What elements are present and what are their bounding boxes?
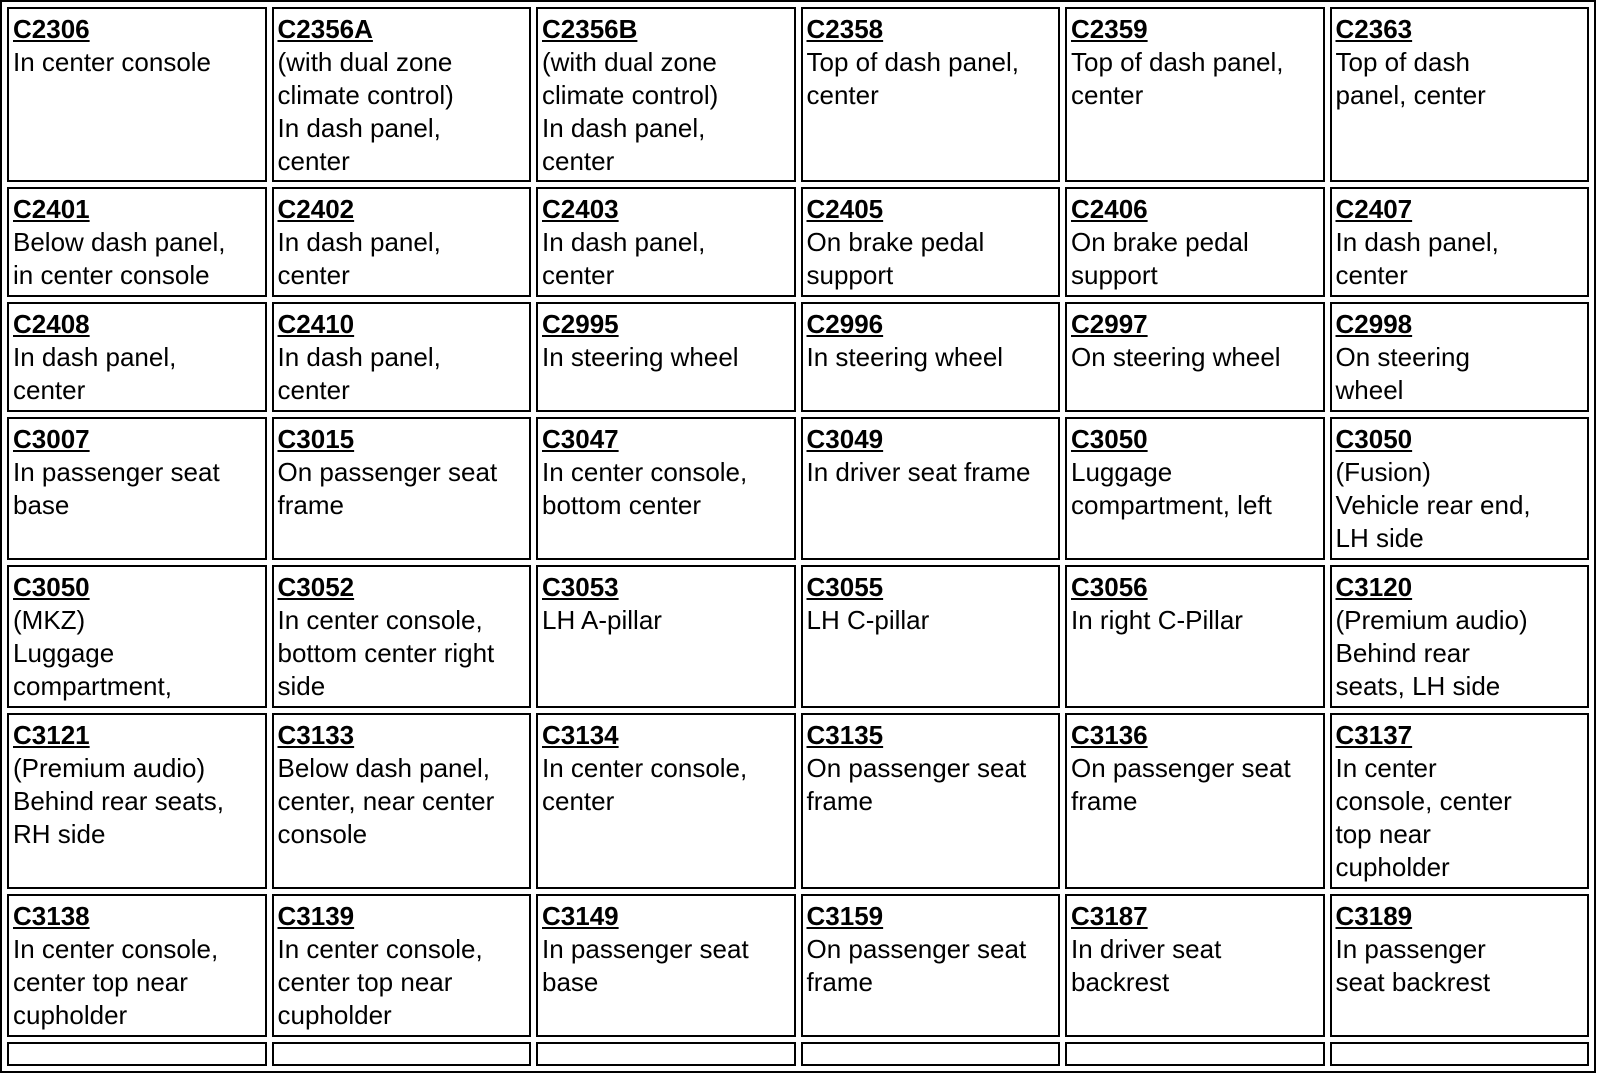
connector-cell	[1065, 417, 1325, 560]
connector-code: C2358	[806, 14, 884, 44]
connector-code: C3047	[542, 424, 619, 454]
connector-location-line: center top near	[277, 967, 453, 997]
connector-location-line: center	[1335, 260, 1408, 290]
connector-code: C3138	[13, 901, 90, 931]
connector-location-line: console, center	[1335, 786, 1512, 816]
connector-location-line: LH C-pillar	[806, 605, 930, 635]
connector-location-line: console	[277, 819, 368, 849]
connector-code: C3187	[1071, 901, 1148, 931]
connector-cell	[7, 417, 267, 560]
connector-cell	[272, 187, 532, 297]
table-row	[7, 7, 1589, 182]
connector-location-line: RH side	[13, 819, 106, 849]
connector-location-line: center	[542, 260, 615, 290]
connector-cell	[1065, 713, 1325, 889]
connector-code: C2356A	[277, 14, 373, 44]
connector-location-line: compartment, left	[1071, 490, 1272, 520]
connector-location-line: seat backrest	[1335, 967, 1491, 997]
connector-location-line: frame	[1071, 786, 1138, 816]
connector-cell	[1065, 7, 1325, 182]
connector-location-line: On brake pedal	[806, 227, 985, 257]
connector-location-line: On steering wheel	[1071, 342, 1281, 372]
connector-location-line: center	[1071, 80, 1144, 110]
connector-location-line: In dash panel,	[277, 342, 441, 372]
connector-location-line: On passenger seat	[806, 753, 1027, 783]
connector-location-line: center	[277, 260, 350, 290]
connector-location-line: center top near	[13, 967, 188, 997]
connector-code: C2997	[1071, 309, 1148, 339]
connector-location-line: In dash panel,	[1335, 227, 1499, 257]
connector-location-line: On passenger seat	[277, 457, 498, 487]
connector-code: C2403	[542, 194, 619, 224]
connector-code: C2410	[277, 309, 355, 339]
connector-code: C3139	[277, 901, 355, 931]
connector-location-line: bottom center	[542, 490, 701, 520]
connector-code: C3159	[806, 901, 884, 931]
connector-cell	[801, 7, 1061, 182]
connector-location-line: In center console,	[277, 605, 483, 635]
connector-cell	[536, 713, 796, 889]
connector-location-line: In driver seat	[1071, 934, 1222, 964]
connector-code: C3136	[1071, 720, 1148, 750]
connector-location-line: In passenger	[1335, 934, 1486, 964]
connector-location-line: LH side	[1335, 523, 1424, 553]
connector-location-line: Luggage	[13, 638, 115, 668]
connector-location-line: climate control)	[542, 80, 719, 110]
connector-code: C3050	[1071, 424, 1148, 454]
connector-location-line: In passenger seat	[13, 457, 220, 487]
connector-cell	[536, 417, 796, 560]
connector-location-line: base	[13, 490, 70, 520]
connector-cell	[536, 894, 796, 1037]
connector-location-line: In steering wheel	[806, 342, 1004, 372]
table-row	[7, 187, 1589, 297]
connector-cell	[272, 713, 532, 889]
connector-location-line: backrest	[1071, 967, 1170, 997]
connector-location-line: support	[806, 260, 894, 290]
connector-location-line: frame	[277, 490, 344, 520]
connector-cell	[801, 417, 1061, 560]
connector-location-line: In center console,	[542, 753, 748, 783]
connector-cell	[801, 713, 1061, 889]
connector-code: C2356B	[542, 14, 638, 44]
connector-cell	[1330, 7, 1590, 182]
connector-location-line: climate control)	[277, 80, 454, 110]
connector-location-line: cupholder	[277, 1000, 392, 1030]
table-row	[7, 894, 1589, 1037]
connector-code: C3050	[1335, 424, 1413, 454]
connector-code: C2407	[1335, 194, 1413, 224]
connector-location-line: On brake pedal	[1071, 227, 1249, 257]
connector-code: C3121	[13, 720, 90, 750]
connector-cell	[1330, 565, 1590, 708]
connector-code: C3056	[1071, 572, 1148, 602]
connector-code: C3007	[13, 424, 90, 454]
connector-location-line: In center console,	[542, 457, 748, 487]
connector-cell	[272, 565, 532, 708]
connector-code: C3052	[277, 572, 355, 602]
connector-code: C3050	[13, 572, 90, 602]
connector-cell	[272, 302, 532, 412]
connector-cell	[1330, 302, 1590, 412]
connector-location-line: in center console	[13, 260, 210, 290]
connector-cell	[536, 565, 796, 708]
connector-location-line: Top of dash	[1335, 47, 1470, 77]
connector-location-line: On passenger seat	[1071, 753, 1291, 783]
connector-code: C2995	[542, 309, 619, 339]
connector-cell	[1065, 565, 1325, 708]
connector-location-line: Top of dash panel,	[806, 47, 1019, 77]
connector-code: C2359	[1071, 14, 1148, 44]
connector-location-line: Luggage	[1071, 457, 1173, 487]
connector-location-line: frame	[806, 967, 873, 997]
connector-code: C3189	[1335, 901, 1413, 931]
connector-code: C3049	[806, 424, 884, 454]
connector-location-line: Below dash panel,	[13, 227, 226, 257]
connector-location-line: (MKZ)	[13, 605, 86, 635]
connector-location-line: In dash panel,	[13, 342, 177, 372]
connector-cell	[536, 187, 796, 297]
connector-location-line: center	[542, 146, 615, 176]
connector-code: C3135	[806, 720, 884, 750]
connector-location-line: base	[542, 967, 599, 997]
connector-cell	[1330, 713, 1590, 889]
connector-location-line: (Fusion)	[1335, 457, 1431, 487]
connector-location-line: On steering	[1335, 342, 1470, 372]
connector-location-line: cupholder	[1335, 852, 1450, 882]
connector-location-line: In dash panel,	[542, 227, 706, 257]
connector-cell	[536, 302, 796, 412]
connector-location-line: frame	[806, 786, 873, 816]
connector-location-line: In passenger seat	[542, 934, 749, 964]
connector-location-line: center	[277, 375, 350, 405]
connector-cell	[272, 7, 532, 182]
connector-cell	[801, 565, 1061, 708]
connector-location-line: LH A-pillar	[542, 605, 662, 635]
connector-location-line: Top of dash panel,	[1071, 47, 1284, 77]
table-body	[7, 7, 1589, 1066]
connector-location-line: On passenger seat	[806, 934, 1027, 964]
connector-code: C2363	[1335, 14, 1413, 44]
connector-cell	[536, 7, 796, 182]
connector-cell	[1065, 302, 1325, 412]
connector-location-line: center	[806, 80, 879, 110]
table-row	[7, 302, 1589, 412]
connector-location-line: compartment,	[13, 671, 172, 701]
connector-location-line: center, near center	[277, 786, 495, 816]
connector-location-line: In right C-Pillar	[1071, 605, 1243, 635]
connector-location-line: In dash panel,	[277, 227, 441, 257]
connector-location-line: (with dual zone	[277, 47, 453, 77]
connector-code: C2405	[806, 194, 884, 224]
connector-location-line: In driver seat frame	[806, 457, 1031, 487]
connector-cell	[7, 565, 267, 708]
table-row	[7, 713, 1589, 889]
connector-location-line: cupholder	[13, 1000, 128, 1030]
connector-code: C2406	[1071, 194, 1148, 224]
connector-location-line: seats, LH side	[1335, 671, 1501, 701]
connector-location-line: In steering wheel	[542, 342, 739, 372]
connector-location-line: In dash panel,	[277, 113, 441, 143]
table-row	[7, 565, 1589, 708]
connector-code: C3137	[1335, 720, 1413, 750]
connector-code: C3055	[806, 572, 884, 602]
connector-code: C3053	[542, 572, 619, 602]
connector-cell	[1330, 187, 1590, 297]
connector-code: C3133	[277, 720, 355, 750]
connector-cell	[1065, 187, 1325, 297]
connector-location-line: wheel	[1335, 375, 1404, 405]
connector-cell	[272, 417, 532, 560]
connector-location-line: support	[1071, 260, 1158, 290]
connector-location-line: bottom center right	[277, 638, 495, 668]
connector-code: C2402	[277, 194, 355, 224]
connector-cell	[7, 7, 267, 182]
connector-cell	[801, 187, 1061, 297]
connector-code: C2998	[1335, 309, 1413, 339]
connector-location-line: panel, center	[1335, 80, 1486, 110]
connector-cell	[7, 187, 267, 297]
connector-cell	[7, 302, 267, 412]
connector-location-line: center	[277, 146, 350, 176]
connector-location-line: Vehicle rear end,	[1335, 490, 1531, 520]
connector-cell	[7, 894, 267, 1037]
connector-code: C3134	[542, 720, 619, 750]
connector-cell	[801, 302, 1061, 412]
table-row	[7, 417, 1589, 560]
connector-location-line: Behind rear	[1335, 638, 1470, 668]
connector-code: C2408	[13, 309, 90, 339]
connector-code: C2996	[806, 309, 884, 339]
connector-cell	[7, 713, 267, 889]
connector-cell	[1330, 894, 1590, 1037]
connector-location-line: center	[542, 786, 615, 816]
connector-location-line: Below dash panel,	[277, 753, 490, 783]
connector-cell	[272, 894, 532, 1037]
connector-code: C3120	[1335, 572, 1413, 602]
connector-cell	[801, 894, 1061, 1037]
connector-location-line: In center console,	[277, 934, 483, 964]
connector-location-line: Behind rear seats,	[13, 786, 225, 816]
connector-location-line: In center	[1335, 753, 1437, 783]
connector-code: C2401	[13, 194, 90, 224]
connector-location-line: center	[13, 375, 86, 405]
connector-location-line: In center console	[13, 47, 212, 77]
connector-location-line: In dash panel,	[542, 113, 706, 143]
connector-location-line: (with dual zone	[542, 47, 717, 77]
connector-cell	[1330, 417, 1590, 560]
connector-code: C3015	[277, 424, 355, 454]
connector-location-line: (Premium audio)	[1335, 605, 1528, 635]
connector-location-line: (Premium audio)	[13, 753, 206, 783]
connector-cell	[1065, 894, 1325, 1037]
connector-location-line: side	[277, 671, 326, 701]
connector-location-line: top near	[1335, 819, 1431, 849]
connector-code: C2306	[13, 14, 90, 44]
connector-code: C3149	[542, 901, 619, 931]
connector-location-line: In center console,	[13, 934, 219, 964]
